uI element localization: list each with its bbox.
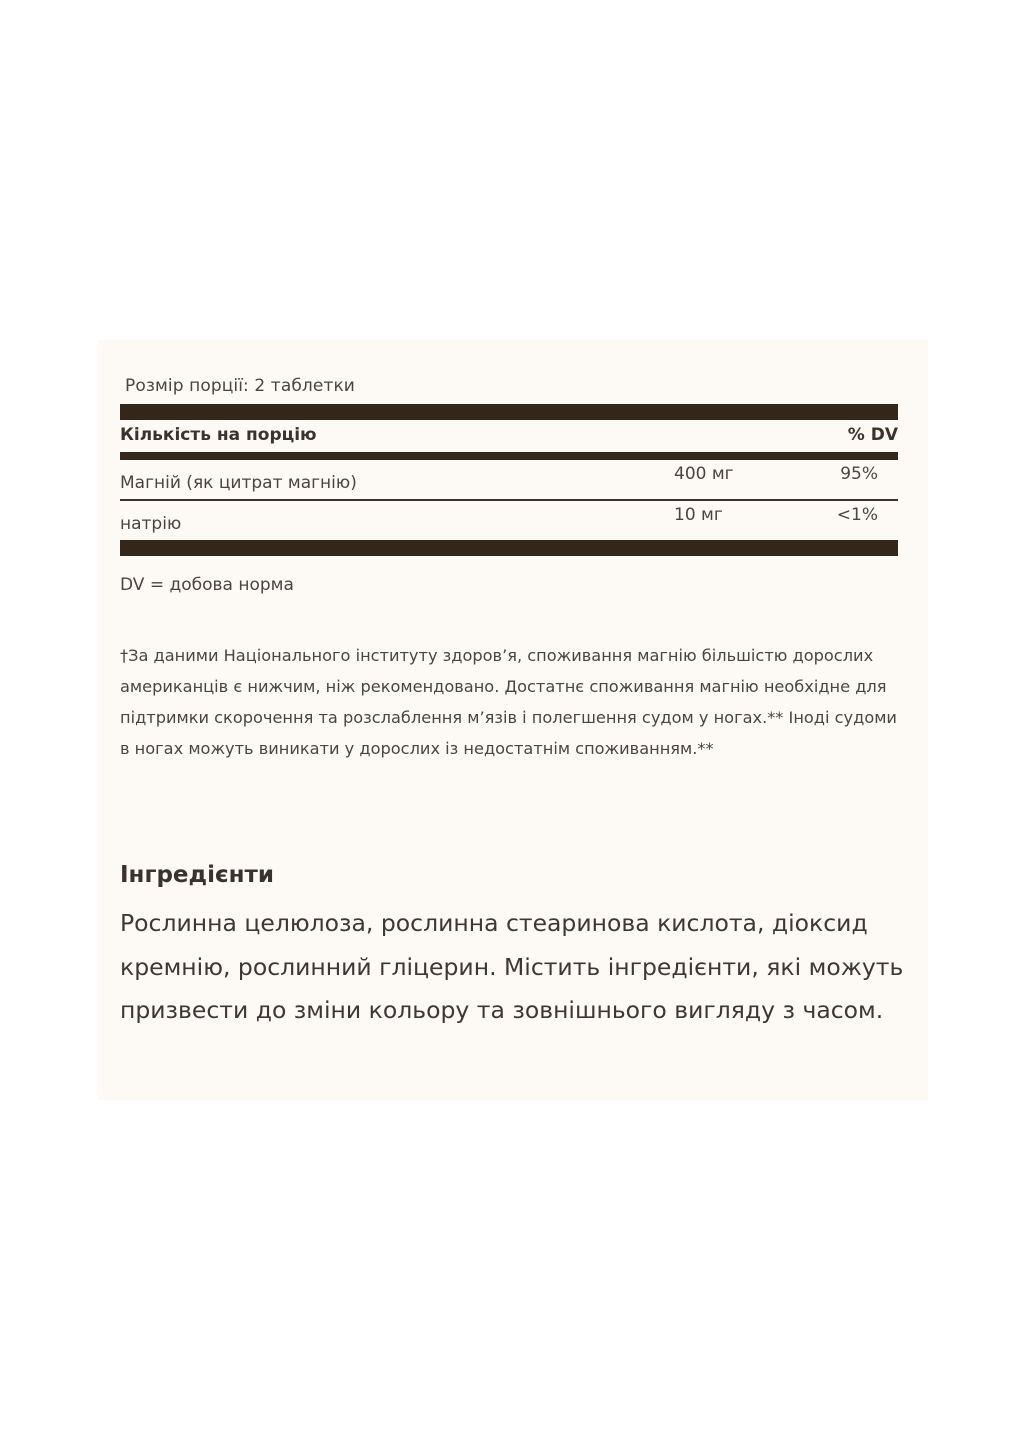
dv-note: DV = добова норма xyxy=(120,575,294,595)
percent-dv-header: % DV xyxy=(847,425,898,445)
nutrient-dv: <1% xyxy=(836,505,878,525)
serving-size: Розмір порції: 2 таблетки xyxy=(125,376,355,396)
nutrient-dv: 95% xyxy=(840,464,878,484)
nutrient-amount: 400 мг xyxy=(674,464,734,484)
table-top-divider xyxy=(120,404,898,420)
header-divider xyxy=(120,452,898,460)
ingredients-text: Рослинна целюлоза, рослинна стеаринова кислота, діоксид кремнію, рослинний гліцерин. Містить інгредієнти, які можуть призвести до зміни кольору та зовнішнього вигляду з часом. xyxy=(120,909,904,1024)
ingredients-heading: Інгредієнти xyxy=(120,862,274,888)
nutrient-amount: 10 мг xyxy=(674,505,723,525)
nutrient-name: натрію xyxy=(120,514,182,534)
footnote: †За даними Національного інституту здоров’я, споживання магнію більшістю дорослих американців є нижчим, ніж рекомендовано. Достатнє споживання магнію необхідне для підтримки скорочення та розслаблення м’язів і полегшення судом у ногах.** Іноді судоми в ногах можуть виникати у дорослих із недостатнім споживанням.** xyxy=(120,646,897,758)
supplement-facts-panel xyxy=(98,340,928,1100)
nutrient-name: Магній (як цитрат магнію) xyxy=(120,473,357,493)
table-bottom-divider xyxy=(120,540,898,556)
amount-per-serving-header: Кількість на порцію xyxy=(120,425,317,445)
row-divider xyxy=(120,499,898,501)
